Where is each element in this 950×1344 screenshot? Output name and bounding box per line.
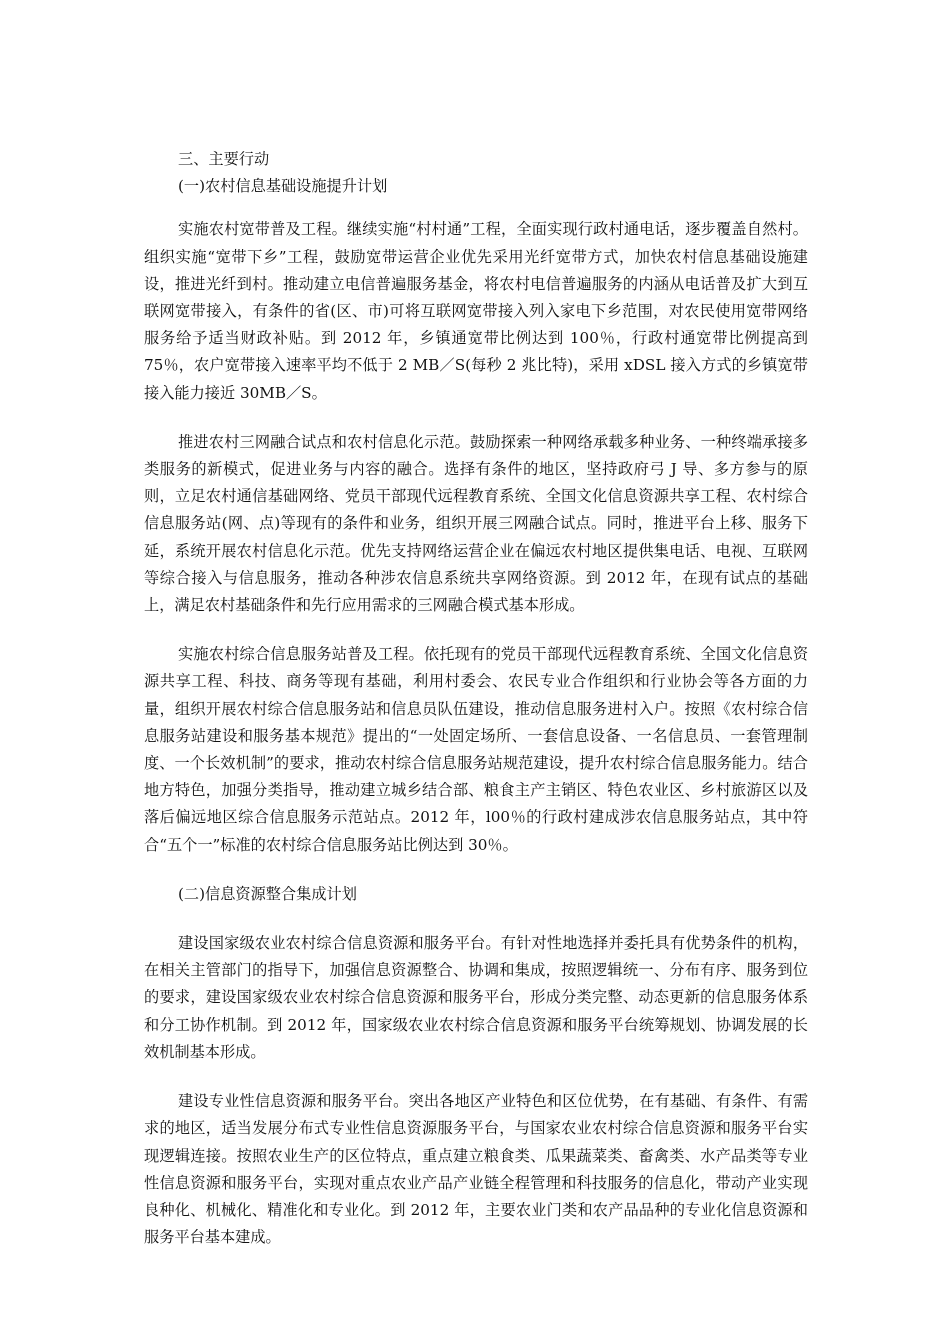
- paragraph-national-platform: 建设国家级农业农村综合信息资源和服务平台。有针对性地选择并委托具有优势条件的机构，在相关主管部门的指导下，加强信息资源整合、协调和集成，按照逻辑统一、分布有序、服务到位的要求，建设国家级农业农村综合信息资源和服务平台，形成分类完整、动态更新的信息服务体系和分工协作机制。到 2012 年，国家级农业农村综合信息资源和服务平台统筹规划、协调发展的长效机制基本形成。: [144, 934, 808, 1061]
- spacer: [144, 1066, 808, 1088]
- document-page: [144, 146, 808, 1251]
- spacer: [144, 407, 808, 429]
- subsection-title-1: (一)农村信息基础设施提升计划: [178, 177, 388, 196]
- paragraph-three-network-convergence: 推进农村三网融合试点和农村信息化示范。鼓励探索一种网络承载多种业务、一种终端承接多类服务的新模式，促进业务与内容的融合。选择有条件的地区，坚持政府弓 J 导、多方参与的原则，立足农村通信基础网络、党员干部现代远程教育系统、全国文化信息资源共享工程、农村综合信息服务站(网、点)等现有的条件和业务，组织开展三网融合试点。同时，推进平台上移、服务下延，系统开展农村信息化示范。优先支持网络运营企业在偏远农村地区提供集电话、电视、互联网等综合接入与信息服务，推动各种涉农信息系统共享网络资源。到 2012 年，在现有试点的基础上，满足农村基础条件和先行应用需求的三网融合模式基本形成。: [144, 432, 808, 615]
- subsection-title-2: (二)信息资源整合集成计划: [178, 884, 357, 903]
- paragraph-specialized-platform: 建设专业性信息资源和服务平台。突出各地区产业特色和区位优势，在有基础、有条件、有需求的地区，适当发展分布式专业性信息资源服务平台，与国家农业农村综合信息资源和服务平台实现逻辑连接。按照农业生产的区位特点，重点建立粮食类、瓜果蔬菜类、畜禽类、水产品类等专业性信息资源和服务平台，实现对重点农业产品产业链全程管理和科技服务的信息化，带动产业实现良种化、机械化、精准化和专业化。到 2012 年，主要农业门类和农产品品种的专业化信息资源和服务平台基本建成。: [144, 1092, 808, 1247]
- paragraph-info-service-stations: 实施农村综合信息服务站普及工程。依托现有的党员干部现代远程教育系统、全国文化信息资源共享工程、科技、商务等现有基础，利用村委会、农民专业合作组织和行业协会等各方面的力量，组织开展农村综合信息服务站和信息员队伍建设，推动信息服务进村入户。按照《农村综合信息服务站建设和服务基本规范》提出的“一处固定场所、一套信息设备、一名信息员、一套管理制度、一个长效机制”的要求，推动农村综合信息服务站规范建设，提升农村综合信息服务能力。结合地方特色，加强分类指导，推动建立城乡结合部、粮食主产主销区、特色农业区、乡村旅游区以及落后偏远地区综合信息服务示范站点。2012 年，l00％的行政村建成涉农信息服务站点，其中符合“五个一”标准的农村综合信息服务站比例达到 30％。: [144, 645, 808, 854]
- paragraph-rural-broadband: 实施农村宽带普及工程。继续实施“村村通”工程，全面实现行政村通电话，逐步覆盖自然村。组织实施“宽带下乡”工程，鼓励宽带运营企业优先采用光纤宽带方式，加快农村信息基础设施建设，推进光纤到村。推动建立电信普遍服务基金，将农村电信普遍服务的内涵从电话普及扩大到互联网宽带接入，有条件的省(区、市)可将互联网宽带接入列入家电下乡范围，对农民使用宽带网络服务给予适当财政补贴。到 2012 年，乡镇通宽带比例达到 100％，行政村通宽带比例提高到 75％，农户宽带接入速率平均不低于 2 MB／S(每秒 2 兆比特)，采用 xDSL 接入方式的乡镇宽带接入能力接近 30MB／S。: [144, 220, 808, 402]
- spacer: [144, 200, 808, 216]
- spacer: [144, 619, 808, 641]
- spacer: [144, 908, 808, 930]
- section-title: 三、主要行动: [178, 150, 270, 168]
- spacer: [144, 859, 808, 881]
